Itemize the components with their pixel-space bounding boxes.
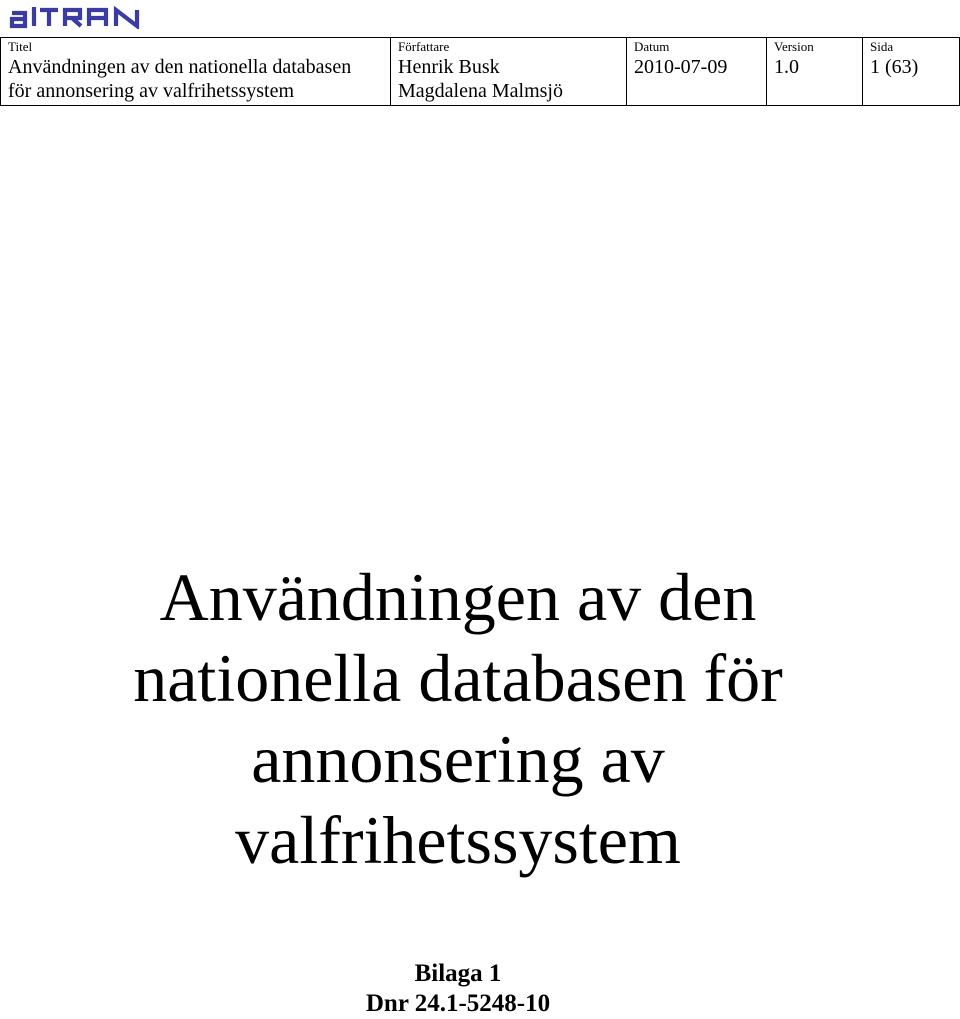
header-version-cell: [767, 38, 863, 106]
header-authors-cell: [391, 38, 627, 106]
author-2: Magdalena Malmsjö: [398, 80, 563, 102]
header-title-cell: [1, 38, 391, 106]
author-1: Henrik Busk: [398, 56, 500, 78]
altran-logo-mark: [8, 5, 160, 29]
version-label: Version: [774, 39, 814, 54]
appendix-block: [0, 959, 916, 1019]
altran-logo: [8, 5, 160, 29]
title-label: Titel: [8, 39, 33, 54]
version-value: 1.0: [774, 56, 799, 78]
date-label: Datum: [634, 39, 670, 54]
header-page-cell: [863, 38, 960, 106]
document-title: [0, 557, 916, 881]
header-title-line-1: Användningen av den nationella databasen: [8, 56, 352, 78]
header-date-cell: [627, 38, 767, 106]
document-title-line-1: Användningen av den: [159, 559, 757, 635]
page-value: 1 (63): [870, 56, 919, 78]
date-value: 2010-07-09: [634, 56, 728, 78]
reference-number: Dnr 24.1-5248-10: [365, 990, 551, 1017]
document-header-table: [0, 37, 960, 106]
authors-value: [398, 55, 626, 103]
document-title-line-4: valfrihetssystem: [235, 802, 681, 878]
page-label: Sida: [870, 39, 894, 54]
header-title-line-2: för annonsering av valfrihetssystem: [8, 80, 295, 102]
document-title-line-3: annonsering av: [251, 721, 665, 797]
logo-text: altran: [8, 5, 11, 6]
authors-label: Författare: [398, 39, 450, 54]
header-title-value: [8, 55, 390, 103]
document-title-line-2: nationella databasen för: [133, 640, 783, 716]
appendix-label: Bilaga 1: [414, 960, 502, 987]
